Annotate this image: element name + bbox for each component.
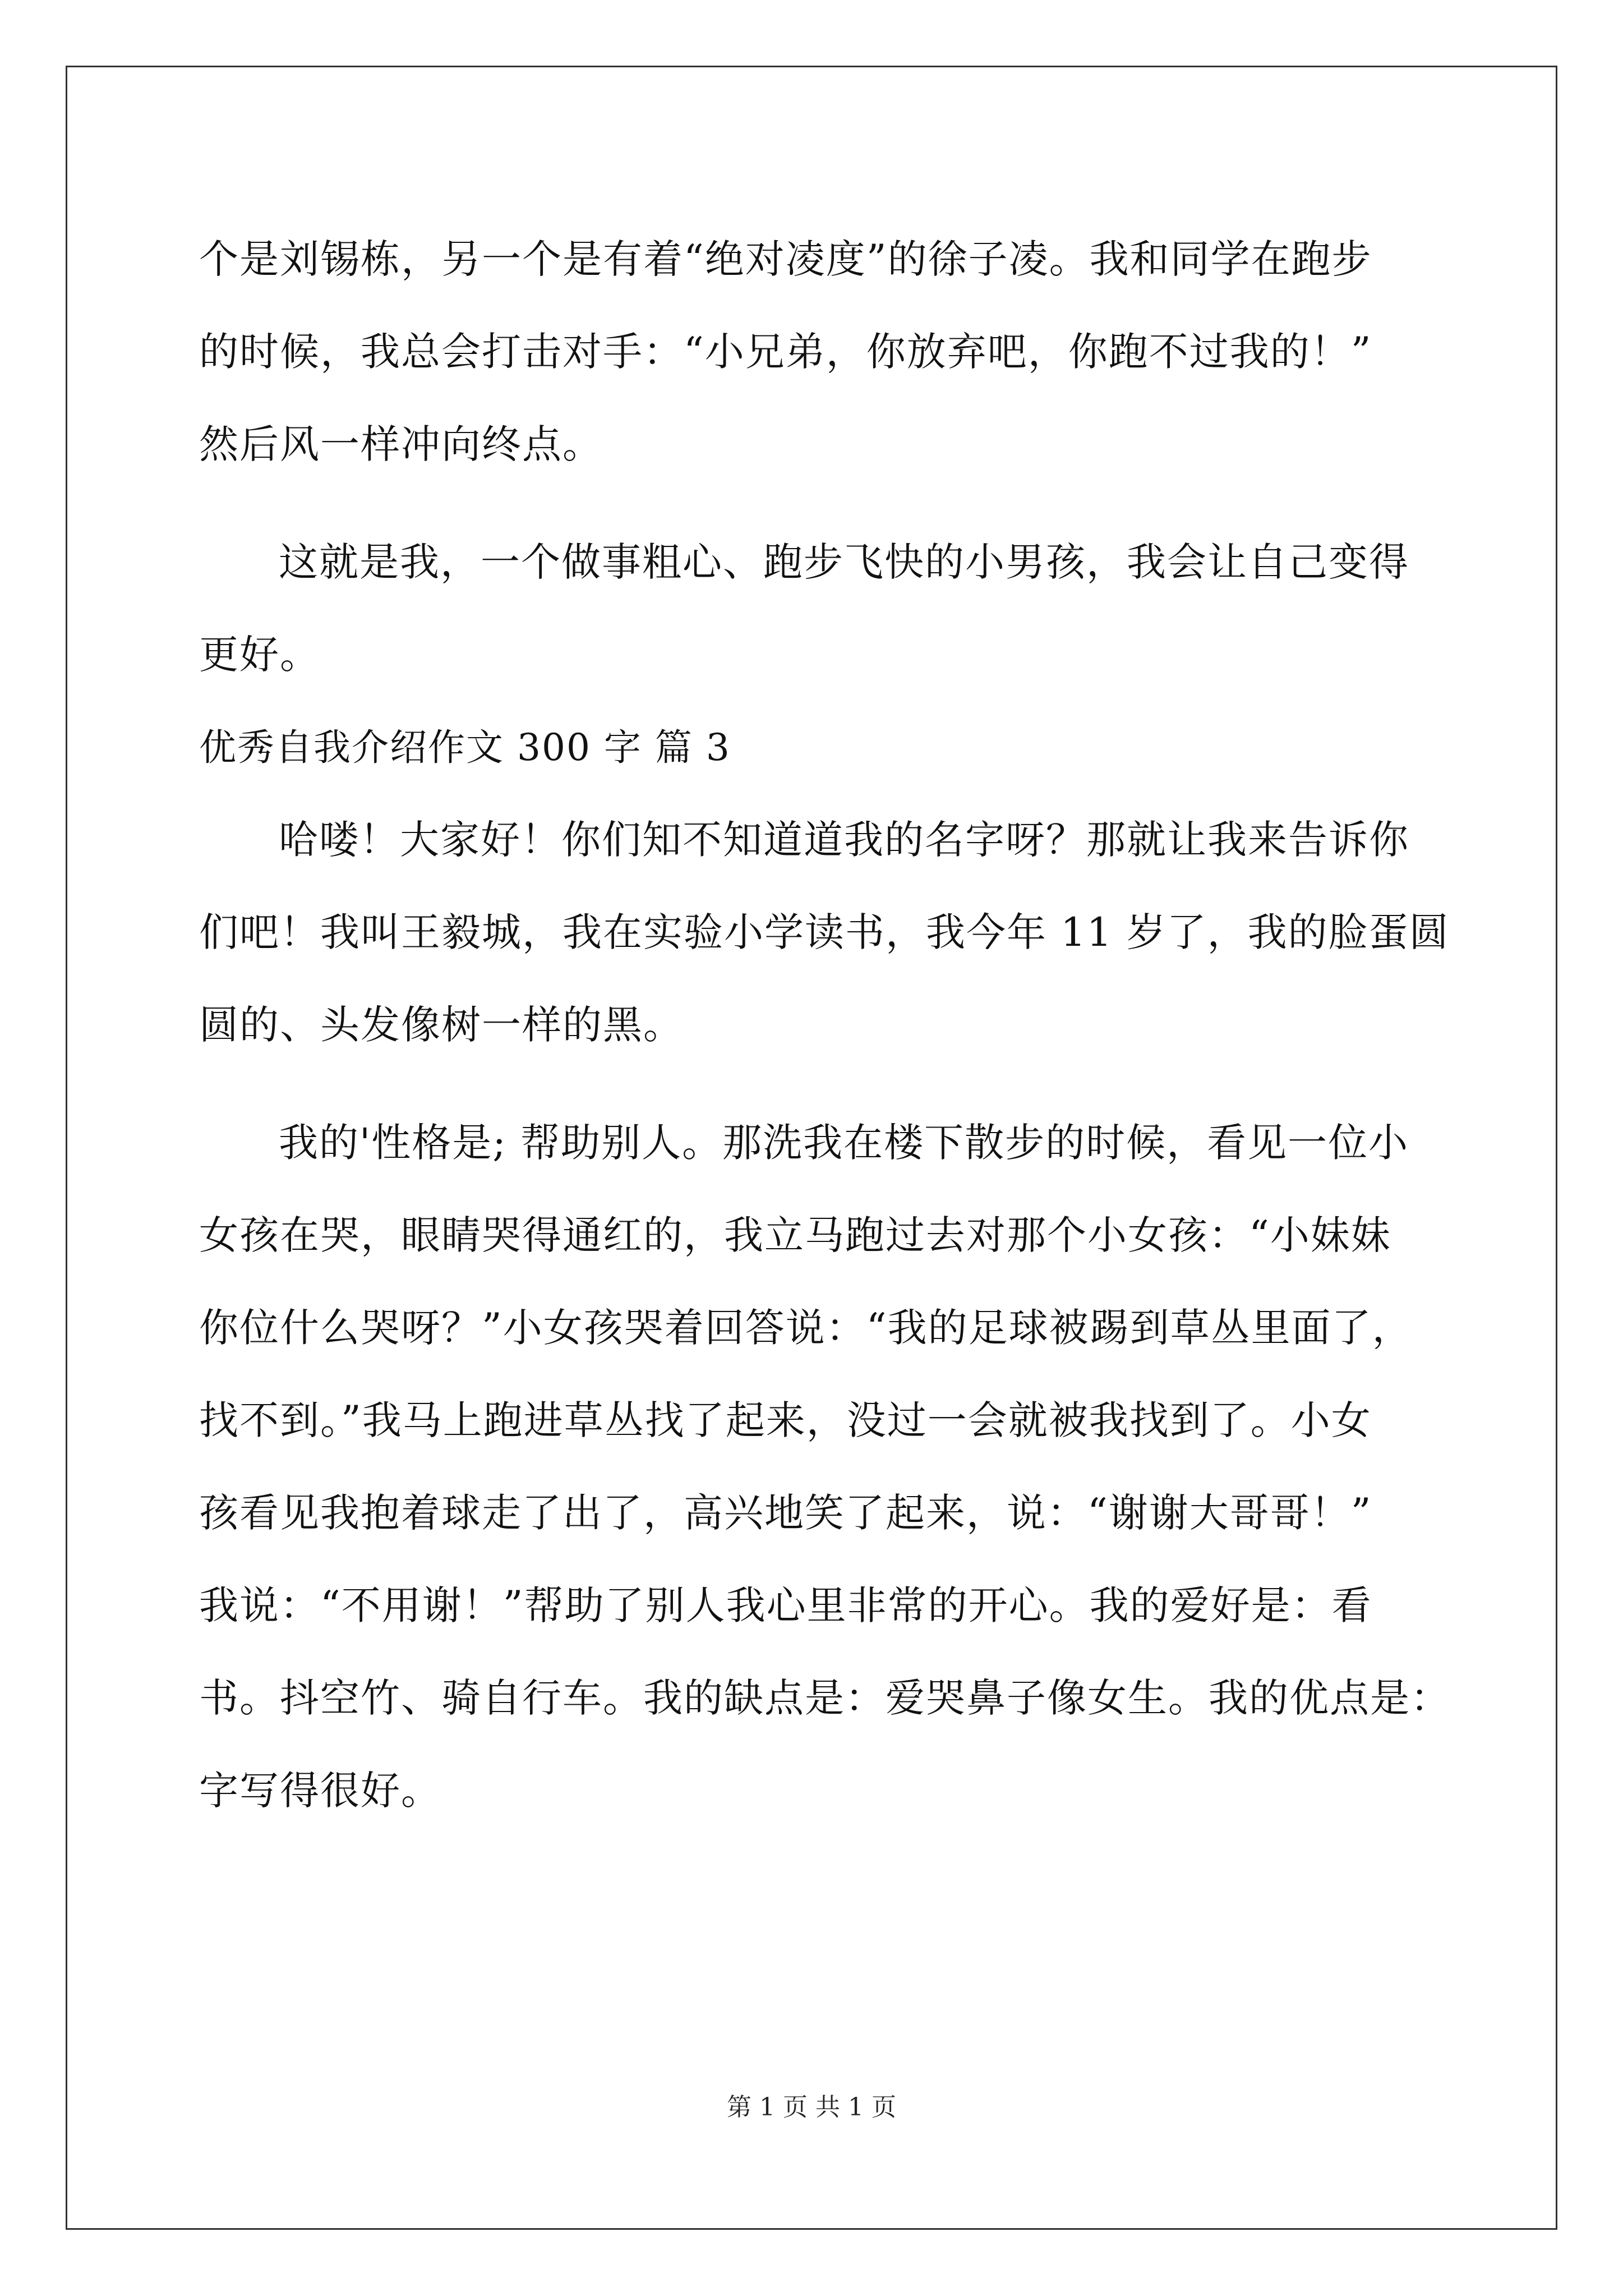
document-body: [199, 213, 1450, 1837]
text-line: 书。抖空竹、骑自行车。我的缺点是：爱哭鼻子像女生。我的优点是：: [199, 1675, 1451, 1721]
text-line: 个是刘锡栋，另一个是有着“绝对凌度”的徐子凌。我和同学在跑步: [199, 236, 1372, 282]
text-line: 然后风一样冲向终点。: [199, 421, 603, 467]
text-line: 字写得很好。: [199, 1768, 441, 1814]
text-line: 你位什么哭呀？”小女孩哭着回答说：“我的足球被踢到草丛里面了，: [199, 1305, 1413, 1351]
text-line: 孩看见我抱着球走了出了，高兴地笑了起来，说：“谢谢大哥哥！”: [199, 1490, 1372, 1536]
text-line: 这就是我，一个做事粗心、跑步飞快的小男孩，我会让自己变得: [279, 539, 1409, 585]
text-line: 哈喽！大家好！你们知不知道道我的名字呀？那就让我来告诉你: [279, 817, 1409, 863]
text-line: 圆的、头发像树一样的黑。: [199, 1002, 684, 1048]
page-footer: 第 1 页 共 1 页: [727, 2093, 896, 2122]
text-line: 我的'性格是; 帮助别人。那洗我在楼下散步的时候，看见一位小: [279, 1120, 1409, 1166]
text-line: 更好。: [199, 632, 320, 678]
text-line: 们吧！我叫王毅城，我在实验小学读书，我今年 11 岁了，我的脸蛋圆: [199, 909, 1450, 955]
text-line: 女孩在哭，眼睛哭得通红的，我立马跑过去对那个小女孩：“小妹妹: [199, 1212, 1391, 1258]
text-line: 的时候，我总会打击对手：“小兄弟，你放弃吧，你跑不过我的！”: [199, 329, 1372, 375]
section-heading: 优秀自我介绍作文 300 字 篇 3: [199, 726, 731, 769]
text-line: 找不到。”我马上跑进草丛找了起来，没过一会就被我找到了。小女: [199, 1397, 1372, 1443]
text-line: 我说：“不用谢！”帮助了别人我心里非常的开心。我的爱好是：看: [199, 1582, 1372, 1628]
